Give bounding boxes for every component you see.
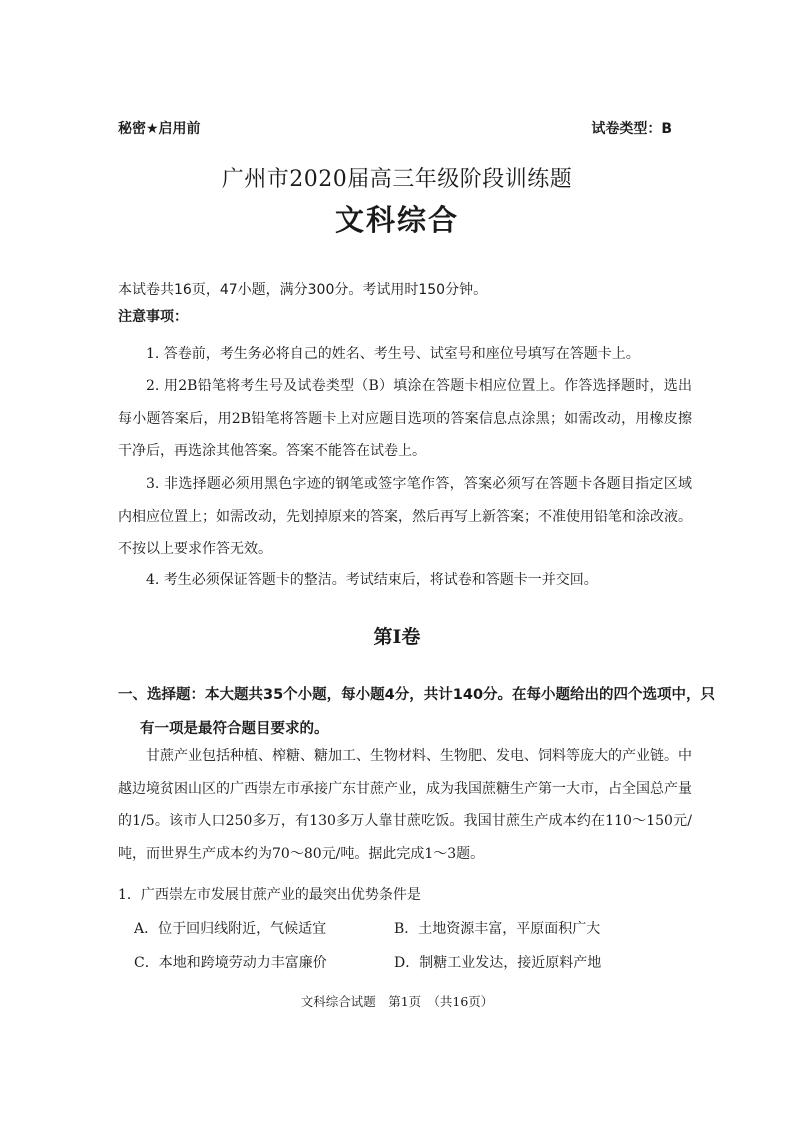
notice-item-4: 4. 考生必须保证答题卡的整洁。考试结束后，将试卷和答题卡一并交回。 <box>146 572 598 588</box>
question-1-option-d: D．制糖工业发达，接近原料产地 <box>394 955 602 971</box>
notice-item-2: 2. 用2B铅笔将考生号及试卷类型（B）填涂在答题卡相应位置上。作答选择题时，选出每小题答案后，用2B铅笔将答题卡上对应题目选项的答案信息点涂黑；如需改动，用橡皮擦干净后，再选涂其他答案。答案不能答在试卷上。 <box>118 378 692 459</box>
exam-title: 广州市2020届高三年级阶段训练题 <box>221 167 573 192</box>
reading-passage: 甘蔗产业包括种植、榨糖、糖加工、生物材料、生物肥、发电、饲料等庞大的产业链。中越边境贫困山区的广西崇左市承接广东甘蔗产业，成为我国蔗糖生产第一大市，占全国总产量的1/5。该市人口250多万，有130多万人靠甘蔗吃饭。我国甘蔗生产成本约在110～150元/吨，而世界生产成本约为70～80元/吨。据此完成1～3题。 <box>118 748 692 862</box>
page-footer: 文科综合试题 第1页 （共16页） <box>300 994 494 1009</box>
subject-title: 文科综合 <box>334 203 459 237</box>
notice-label: 注意事项： <box>118 309 188 325</box>
question-1-option-c: C．本地和跨境劳动力丰富廉价 <box>134 955 327 971</box>
paper-type-label: 试卷类型：B <box>591 121 672 137</box>
exam-intro: 本试卷共16页，47小题，满分300分。考试用时150分钟。 <box>118 282 488 298</box>
question-1-option-a: A．位于回归线附近，气候适宜 <box>134 921 327 937</box>
notice-item-3: 3. 非选择题必须用黑色字迹的钢笔或签字笔作答，答案必须写在答题卡各题目指定区域内相应位置上；如需改动，先划掉原来的答案，然后再写上新答案；不准使用铅笔和涂改液。不按以上要求作答无效。 <box>118 476 692 557</box>
question-1-stem: 1．广西崇左市发展甘蔗产业的最突出优势条件是 <box>118 887 421 903</box>
secrecy-label: 秘密★启用前 <box>118 121 201 137</box>
section-heading: 一、选择题：本大题共35个小题，每小题4分，共计140分。在每小题给出的四个选项中，只有一项是最符合题目要求的。 <box>118 687 716 737</box>
notice-item-1: 1. 答卷前，考生务必将自己的姓名、考生号、试室号和座位号填写在答题卡上。 <box>146 346 640 362</box>
question-1-option-b: B．土地资源丰富，平原面积广大 <box>394 921 601 937</box>
part-title: 第Ⅰ卷 <box>373 626 421 648</box>
